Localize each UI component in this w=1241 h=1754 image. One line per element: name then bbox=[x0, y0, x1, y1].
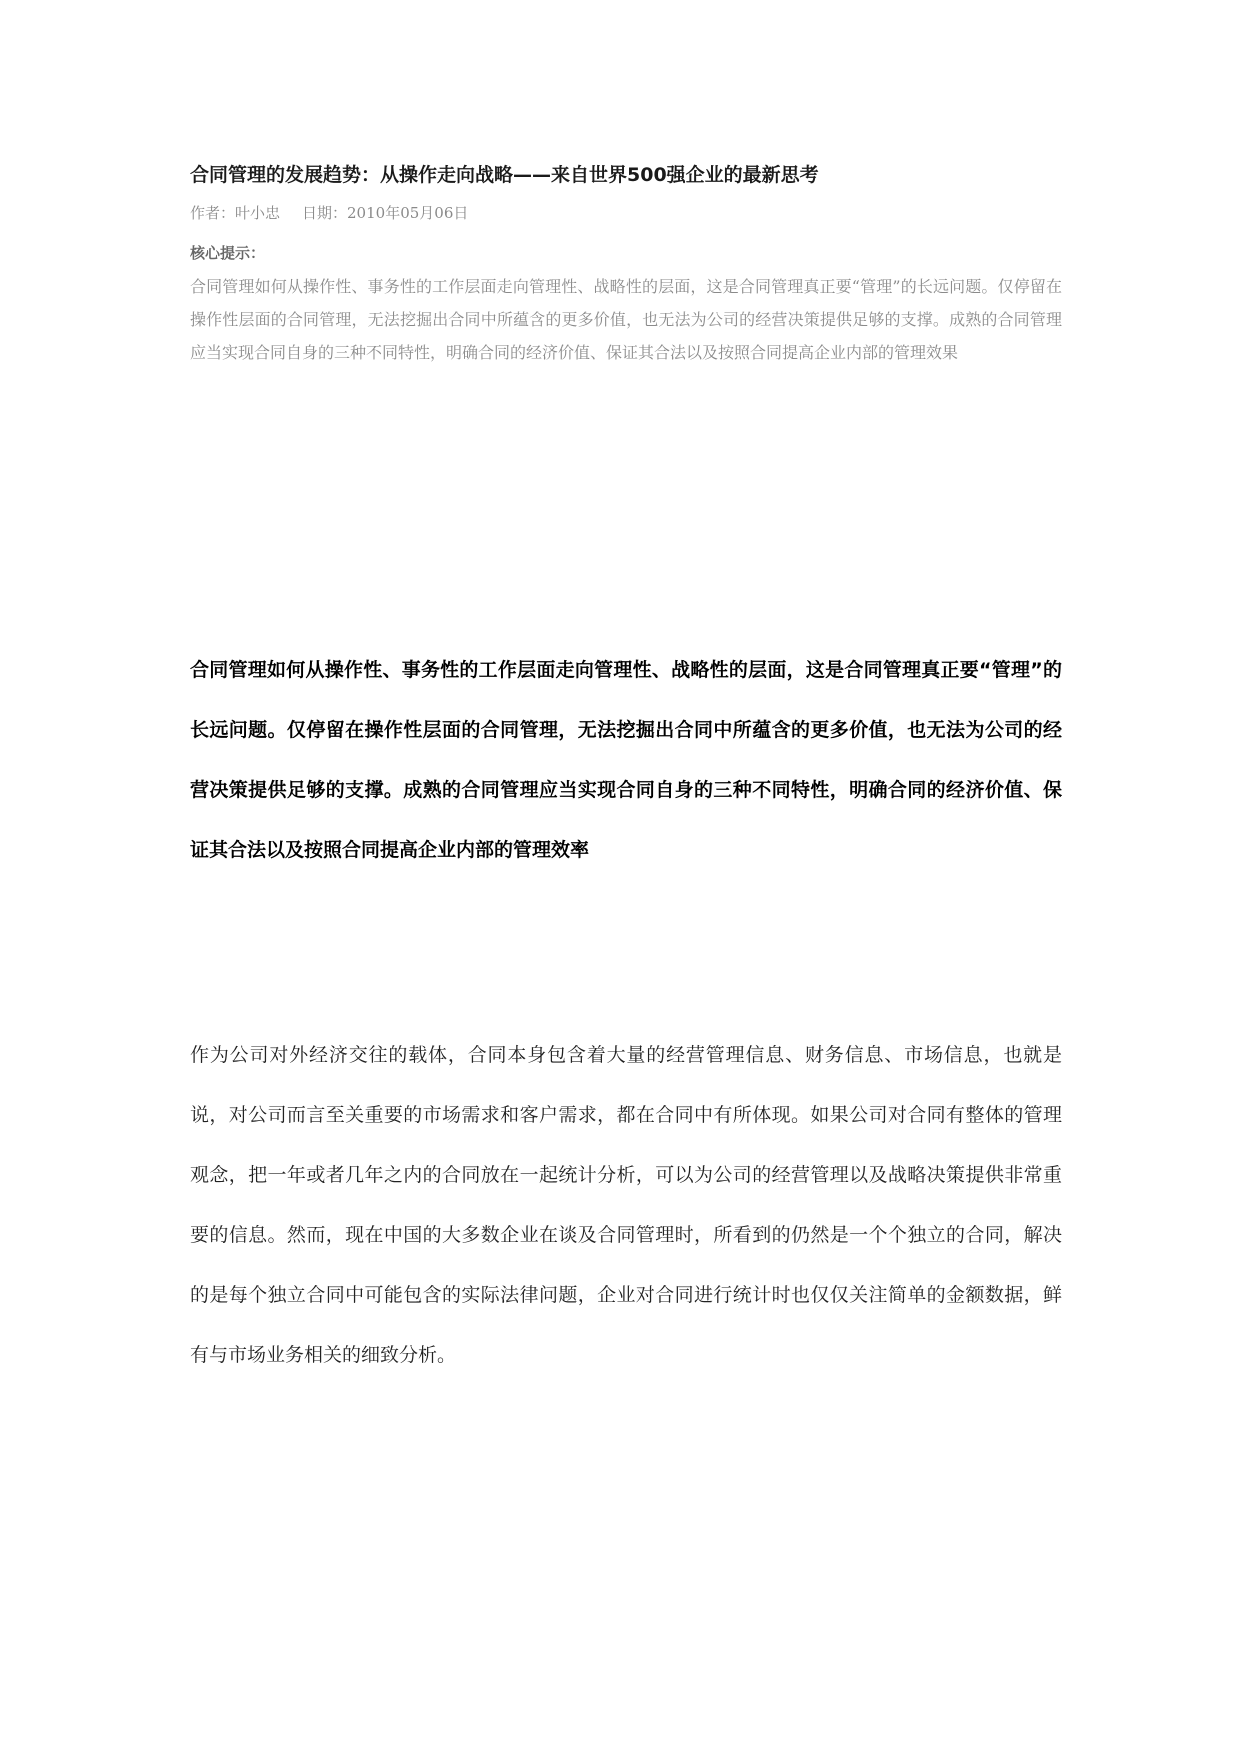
date-line: 日期：2010年05月06日 bbox=[302, 204, 469, 222]
bold-paragraph: 合同管理如何从操作性、事务性的工作层面走向管理性、战略性的层面，这是合同管理真正要“管理”的长远问题。仅停留在操作性层面的合同管理，无法挖掘出合同中所蕴含的更多价值，也无法为公司的经营决策提供足够的支撑。成熟的合同管理应当实现合同自身的三种不同特性，明确合同的经济价值、保证其合法以及按照合同提高企业内部的管理效率 bbox=[190, 659, 1062, 861]
author-line: 作者：叶小忠 bbox=[190, 204, 281, 222]
summary-label: 核心提示： bbox=[190, 244, 266, 262]
article-meta bbox=[190, 201, 1062, 225]
summary-text: 合同管理如何从操作性、事务性的工作层面走向管理性、战略性的层面，这是合同管理真正要“管理”的长远问题。仅停留在操作性层面的合同管理，无法挖掘出合同中所蕴含的更多价值，也无法为公司的经营决策提供足够的支撑。成熟的合同管理应当实现合同自身的三种不同特性，明确合同的经济价值、保证其合法以及按照合同提高企业内部的管理效果 bbox=[190, 277, 1062, 362]
body-paragraph: 作为公司对外经济交往的载体，合同本身包含着大量的经营管理信息、财务信息、市场信息，也就是说，对公司而言至关重要的市场需求和客户需求，都在合同中有所体现。如果公司对合同有整体的管理观念，把一年或者几年之内的合同放在一起统计分析，可以为公司的经营管理以及战略决策提供非常重要的信息。然而，现在中国的大多数企业在谈及合同管理时，所看到的仍然是一个个独立的合同，解决的是每个独立合同中可能包含的实际法律问题，企业对合同进行统计时也仅仅关注简单的金额数据，鲜有与市场业务相关的细致分析。 bbox=[190, 1044, 1062, 1366]
article-title: 合同管理的发展趋势：从操作走向战略——来自世界500强企业的最新思考 bbox=[190, 164, 819, 186]
